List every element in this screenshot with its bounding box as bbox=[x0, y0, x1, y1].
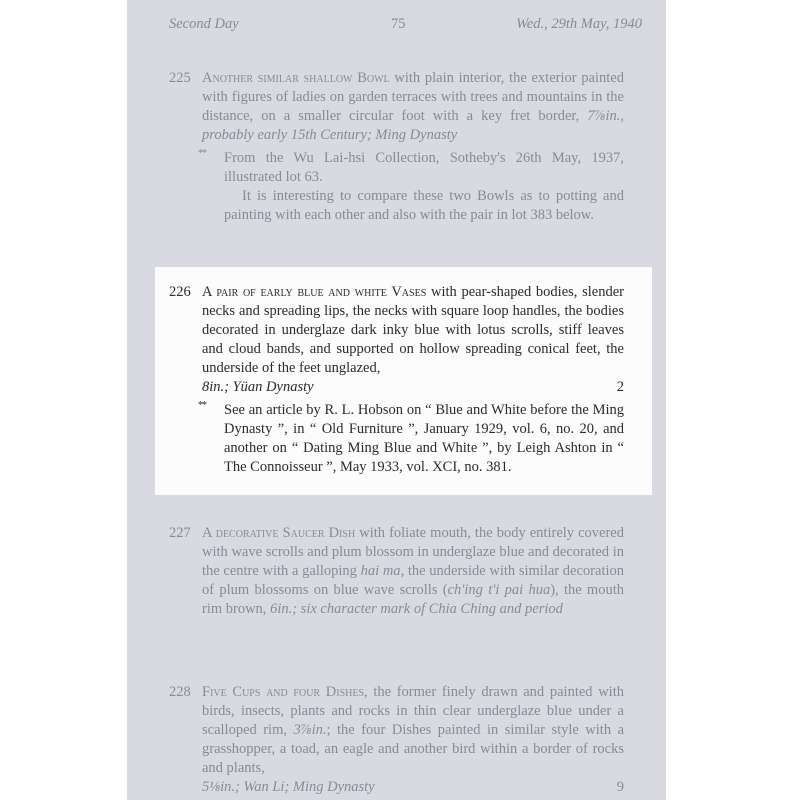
lot-description bbox=[202, 524, 624, 619]
lot-225 bbox=[169, 69, 624, 225]
lot-size-date: 8in.; Yüan Dynasty bbox=[202, 379, 314, 395]
catalogue-page bbox=[127, 0, 666, 800]
lot-tail bbox=[202, 778, 624, 797]
lot-text: with foliate mouth, the body entirely covered with wave scrolls and plum blossom in underglaze blue and decorated in the centre with a galloping bbox=[202, 525, 624, 579]
italic-term-2: ch'ing t'i pai hua bbox=[447, 582, 551, 598]
lot-title: Another similar shallow Bowl bbox=[202, 70, 390, 86]
header-day: Second Day bbox=[169, 16, 239, 32]
lot-note bbox=[198, 400, 624, 477]
lot-text: , the former finely drawn and painted with birds, insects, plants and rocks in thin clear underglaze blue under a scalloped rim, bbox=[202, 684, 624, 738]
page-number: 75 bbox=[391, 16, 406, 32]
lot-quantity: 9 bbox=[616, 779, 624, 795]
lot-text-3: ), the mouth rim brown, bbox=[202, 582, 624, 617]
lot-note bbox=[198, 148, 624, 225]
lot-number: 227 bbox=[169, 525, 191, 541]
lot-228 bbox=[169, 683, 624, 797]
lot-title: A pair of early blue and white Vases bbox=[202, 284, 427, 300]
lot-description bbox=[202, 69, 624, 145]
lot-text-2: ; the four Dishes painted in similar style with a grasshopper, a toad, an eagle and another bird within a border of rocks and plants, bbox=[202, 722, 624, 776]
lot-number: 226 bbox=[169, 284, 191, 300]
lot-quantity: 2 bbox=[616, 379, 624, 395]
note-text: From the Wu Lai-hsi Collection, Sotheby's 26th May, 1937, illustrated lot 63. bbox=[224, 150, 624, 185]
asterisks-marker: ** bbox=[198, 148, 206, 159]
running-head bbox=[169, 16, 642, 36]
asterisks-marker: ** bbox=[198, 400, 206, 411]
lot-226 bbox=[169, 283, 624, 477]
italic-term: hai ma bbox=[360, 563, 401, 579]
lot-number: 228 bbox=[169, 684, 191, 700]
lot-size-date: 7⅞in., probably early 15th Century; Ming Dynasty bbox=[202, 108, 624, 143]
note-text-2: It is interesting to compare these two Bowls as to potting and painting with each other and also with the pair in lot 383 below. bbox=[224, 188, 624, 223]
lot-size-date: 5⅛in.; Wan Li; Ming Dynasty bbox=[202, 779, 375, 795]
lot-size-1: 3⅞in. bbox=[293, 722, 327, 738]
lot-text-2: , the underside with similar decoration of plum blossoms on blue wave scrolls ( bbox=[202, 563, 624, 598]
lot-title: A decorative Saucer Dish bbox=[202, 525, 356, 541]
lot-size-date: 6in.; six character mark of Chia Ching and period bbox=[270, 601, 563, 617]
lot-227 bbox=[169, 524, 624, 619]
header-date: Wed., 29th May, 1940 bbox=[516, 16, 642, 32]
lot-text: with plain interior, the exterior painted with figures of ladies on garden terraces with trees and mountains in the distance, on a smaller circular foot with a key fret border, bbox=[202, 70, 624, 124]
lot-text: with pear-shaped bodies, slender necks and spreading lips, the necks with square loop handles, the bodies decorated in underglaze dark inky blue with lotus scrolls, stiff leaves and cloud bands, and supported on hollow spreading conical feet, the underside of the feet unglazed, bbox=[202, 284, 625, 376]
lot-number: 225 bbox=[169, 70, 191, 86]
lot-tail bbox=[202, 378, 624, 397]
lot-description bbox=[202, 283, 624, 397]
note-text: See an article by R. L. Hobson on “ Blue and White before the Ming Dynasty ”, in “ Old Furniture ”, January 1929, vol. 6, no. 20, and another on “ Dating Ming Blue and White ”, by Leigh Ashton in “ The Connoisseur ”, May 1933, vol. XCI, no. 381. bbox=[224, 402, 624, 475]
lot-description bbox=[202, 683, 624, 797]
lot-title: Five Cups and four Dishes bbox=[202, 684, 365, 700]
